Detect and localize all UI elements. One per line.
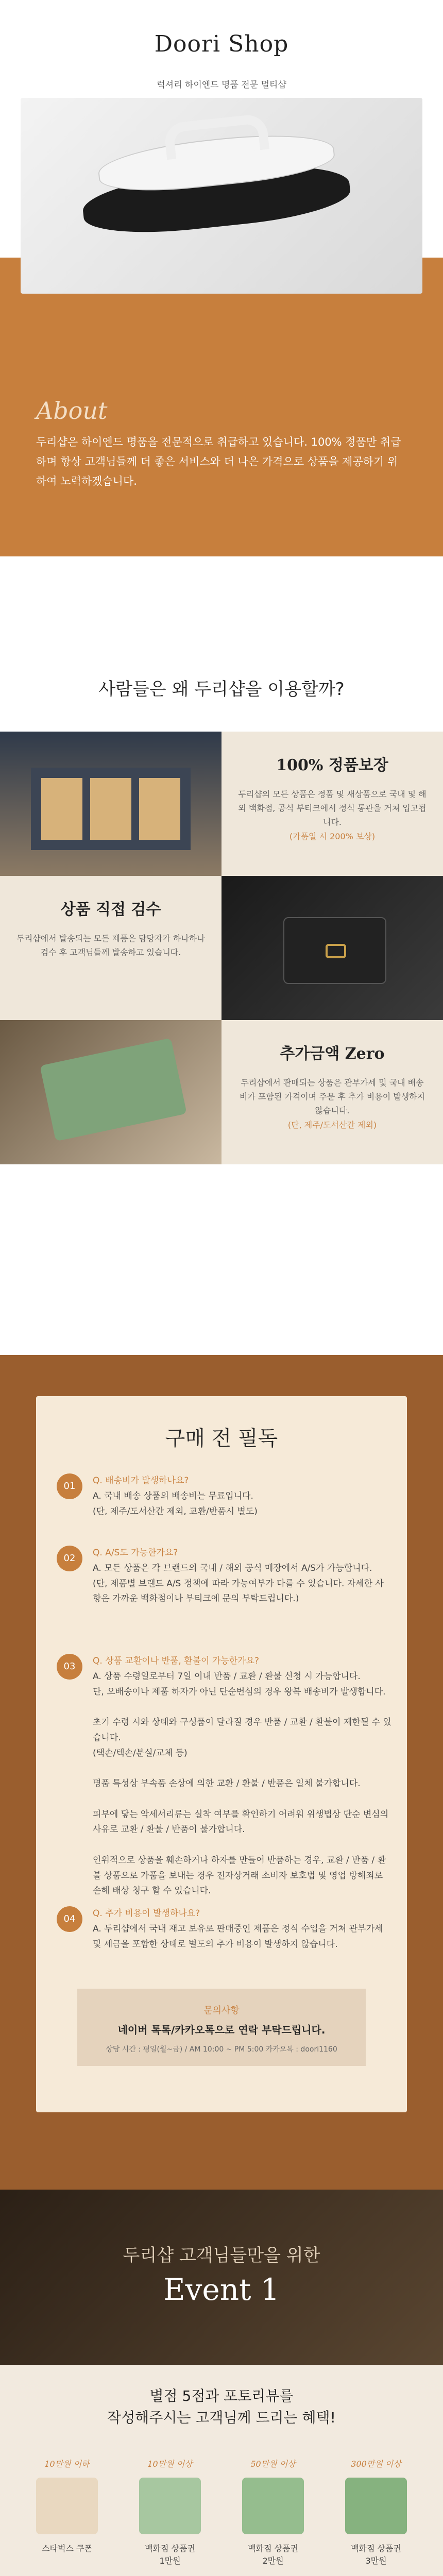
faq-question: Q. 추가 비용이 발생하나요?: [93, 1908, 200, 1919]
coffee-cup-icon: [36, 2478, 98, 2534]
cash-image: [0, 1020, 222, 1164]
cash-icon: [139, 2478, 201, 2534]
faq-question: Q. A/S도 가능한가요?: [93, 1548, 178, 1558]
faq-answer: A. 상품 수령일로부터 7일 이내 반품 / 교환 / 환불 신청 시 가능합니다. 단, 오배송이나 제품 하자가 아닌 단순변심의 경우 왕복 배송비가 발생합니다. 초기 수령 시와 상태와 구성품이 달라질 경우 반품 / 교환 / 환불이 제한될 수 있습니다. (택손/텍손/분실/교체 등) 명품 특성상 부속품 손상에 의한 교환 / 환불 / 반품은 일체 불가합니다. 피부에 닿는 악세서리류는 실착 여부를 확인하기 어려워 위생법상 단순 변심의 사유로 교환 / 환불 / 반품이 불가합니다. 인위적으로 상품을 훼손하거나 하자를 만들어 반품하는 경우, 교환 / 반품 / 환불 상품으로 가품을 보내는 경우 전자상거래 소비자 보호법 및 영업 방해죄로 손해 배상 청구 할 수 있습니다.: [93, 1671, 391, 1896]
reward-item: 10만원 이상 백화점 상품권 1만원: [124, 2458, 216, 2567]
contact-hours: 상담 시간 : 평일(월~금) / AM 10:00 ~ PM 5:00 카카오톡 : doori1160: [106, 2045, 337, 2054]
contact-box: [77, 1989, 366, 2066]
faq-answer: A. 국내 배송 상품의 배송비는 무료입니다. (단, 제주/도서산간 제외, 교환/반품시 별도): [93, 1490, 258, 1517]
cash-icon: [345, 2478, 407, 2534]
feature-title: 상품 직접 검수: [60, 901, 161, 919]
faq-item: [57, 1546, 391, 1607]
faq-number: 04: [57, 1906, 82, 1932]
sandal-product-image: [21, 98, 422, 294]
feature-text: 두리샵의 모든 상품은 정품 및 새상품으로 국내 및 해외 백화점, 공식 부티크에서 정식 통관을 거쳐 입고됩니다.: [238, 789, 427, 827]
shop-subtitle: 럭셔리 하이엔드 명품 전문 멀티샵: [157, 80, 286, 90]
why-title: 사람들은 왜 두리샵을 이용할까?: [98, 679, 345, 700]
faq-item: [57, 1906, 391, 1952]
faq-question: Q. 상품 교환이나 반품, 환불이 가능한가요?: [93, 1656, 259, 1666]
faq-number: 02: [57, 1546, 82, 1571]
cash-icon: [242, 2478, 304, 2534]
hero-section: [0, 0, 443, 556]
faq-answer: A. 두리샵에서 국내 재고 보유로 판매중인 제품은 정식 수입을 거쳐 관부가세 및 세금을 포함한 상태로 별도의 추가 비용이 발생하지 않습니다.: [93, 1923, 383, 1950]
wallet-image: [222, 876, 443, 1020]
reward-item: 300만원 이상 백화점 상품권 3만원: [330, 2458, 422, 2567]
feature-zero-extra: [0, 1020, 443, 1164]
feature-text: 두리샵에서 판매되는 상품은 관부가세 및 국내 배송비가 포함된 가격이며 주문 후 추가 비용이 발생하지 않습니다.: [239, 1078, 425, 1116]
feature-inspection: [0, 876, 443, 1020]
event-banner-title: Event 1: [163, 2272, 280, 2307]
feature-note: (단, 제주/도서산간 제외): [287, 1120, 377, 1130]
faq-item: [57, 1654, 391, 1899]
feature-authentic: [0, 732, 443, 876]
feature-note: (가품일 시 200% 보상): [289, 831, 376, 841]
notice-section: [0, 1355, 443, 2190]
faq-number: 01: [57, 1473, 82, 1499]
shop-title: Doori Shop: [154, 31, 289, 57]
notice-card: [36, 1396, 407, 2112]
feature-title: 추가금액 Zero: [280, 1045, 385, 1063]
event1-section: [0, 2365, 443, 2576]
notice-title: 구매 전 필독: [165, 1427, 278, 1450]
faq-question: Q. 배송비가 발생하나요?: [93, 1476, 189, 1486]
faq-answer: A. 모든 상품은 각 브랜드의 국내 / 해외 공식 매장에서 A/S가 가능합니다. (단, 제품별 브랜드 A/S 정책에 따라 가능여부가 다를 수 있습니다. 자세한 사항은 가까운 백화점이나 부티크에 문의 부탁드립니다.): [93, 1563, 384, 1604]
event-banner-line: 두리샵 고객님들만을 위한: [123, 2245, 320, 2266]
reward-item: 10만원 이하 스타벅스 쿠폰: [21, 2458, 113, 2555]
faq-item: [57, 1473, 391, 1519]
reward-list: [21, 2458, 422, 2576]
why-section: [0, 556, 443, 1355]
contact-main: 네이버 톡톡/카카오톡으로 연락 부탁드립니다.: [117, 2024, 326, 2036]
storefront-image: [0, 732, 222, 876]
event1-banner: [0, 2190, 443, 2365]
contact-title: 문의사항: [203, 2005, 240, 2016]
about-text: 두리샵은 하이엔드 명품을 전문적으로 취급하고 있습니다. 100% 정품만 취급하며 항상 고객님들께 더 좋은 서비스와 더 나은 가격으로 상품을 제공하기 위하여 노력하겠습니다.: [36, 436, 401, 487]
feature-title: 100% 정품보장: [276, 756, 388, 774]
about-title: About: [36, 397, 108, 425]
event1-heading: 별점 5점과 포토리뷰를 작성해주시는 고객님께 드리는 혜택!: [107, 2387, 336, 2426]
faq-number: 03: [57, 1654, 82, 1680]
about-block: [0, 258, 443, 556]
feature-text: 두리샵에서 발송되는 모든 제품은 담당자가 하나하나 검수 후 고객님들께 발송하고 있습니다.: [16, 934, 205, 958]
reward-item: 50만원 이상 백화점 상품권 2만원: [227, 2458, 319, 2567]
